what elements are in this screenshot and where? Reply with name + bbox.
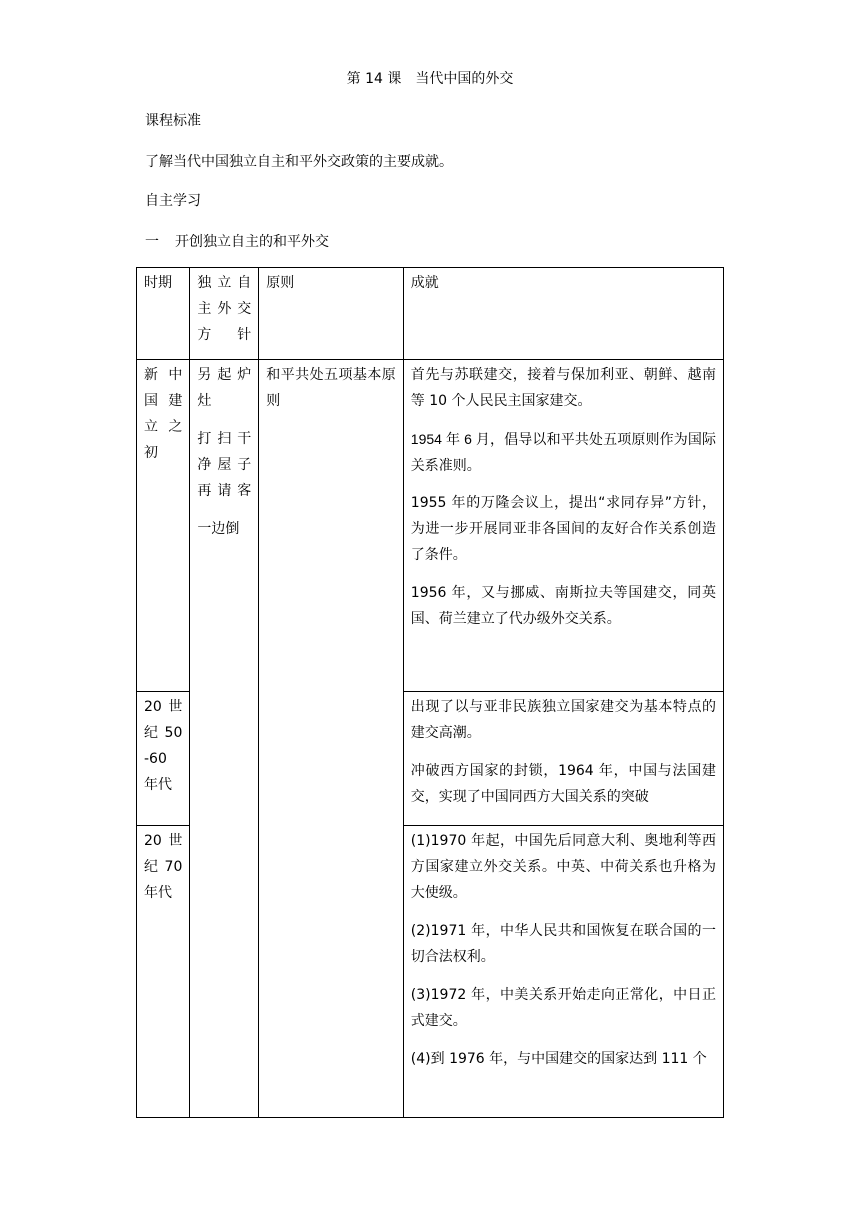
period-cell: 新中国建立之初	[137, 360, 190, 692]
table-row	[137, 360, 724, 692]
part-heading	[145, 231, 329, 251]
achievement-cell	[403, 360, 723, 692]
policy-item: 打扫干净屋子再请客	[197, 431, 252, 499]
achievement-item: (4)到 1976 年，与中国建交的国家达到 111 个	[410, 1051, 707, 1067]
achievement-cell	[403, 692, 723, 826]
policy-cell	[190, 360, 259, 1118]
period-cell: 20 世纪 70 年代	[137, 826, 190, 1118]
achievement-item: 出现了以与亚非民族独立国家建交为基本特点的建交高潮。	[410, 699, 716, 741]
page-title: 第 14 课 当代中国的外交	[346, 71, 514, 87]
table-header-row	[137, 268, 724, 360]
course-standard-text: 了解当代中国独立自主和平外交政策的主要成就。	[145, 154, 453, 170]
achievement-item: (3)1972 年，中美关系开始走向正常化，中日正式建交。	[410, 987, 716, 1029]
achievement-cell	[403, 826, 723, 1118]
principle-cell: 和平共处五项基本原则	[259, 360, 404, 1118]
course-standard-heading: 课程标准	[145, 113, 201, 129]
achievement-item: 冲破西方国家的封锁，1964 年，中国与法国建交，实现了中国同西方大国关系的突破	[410, 763, 716, 805]
header-achievement: 成就	[403, 268, 723, 360]
policy-item: 另起炉灶	[197, 367, 252, 409]
achievement-item: 首先与苏联建交，接着与保加利亚、朝鲜、越南等 10 个人民民主国家建交。	[410, 367, 716, 409]
header-principle: 原则	[259, 268, 404, 360]
achievement-item: (2)1971 年，中华人民共和国恢复在联合国的一切合法权利。	[410, 923, 716, 965]
part-heading-text: 开创独立自主的和平外交	[175, 234, 329, 250]
achievement-item: 1956 年，又与挪威、南斯拉夫等国建交，同英国、荷兰建立了代办级外交关系。	[410, 585, 716, 627]
diplomacy-table	[136, 267, 724, 1118]
header-policy: 独立自主外交方针	[190, 268, 259, 360]
part-heading-number: 一	[145, 234, 159, 250]
achievement-item: 1954 年 6 月，倡导以和平共处五项原则作为国际关系准则。	[410, 431, 716, 473]
achievement-item: 1955 年的万隆会议上，提出“求同存异”方针，为进一步开展同亚非各国间的友好合作关系创造了条件。	[410, 495, 716, 563]
header-period: 时期	[137, 268, 190, 360]
period-cell: 20 世纪 50-60 年代	[137, 692, 190, 826]
policy-item: 一边倒	[197, 521, 240, 537]
self-study-heading: 自主学习	[145, 193, 201, 209]
achievement-item: (1)1970 年起，中国先后同意大利、奥地利等西方国家建立外交关系。中英、中荷关系也升格为大使级。	[410, 833, 716, 901]
